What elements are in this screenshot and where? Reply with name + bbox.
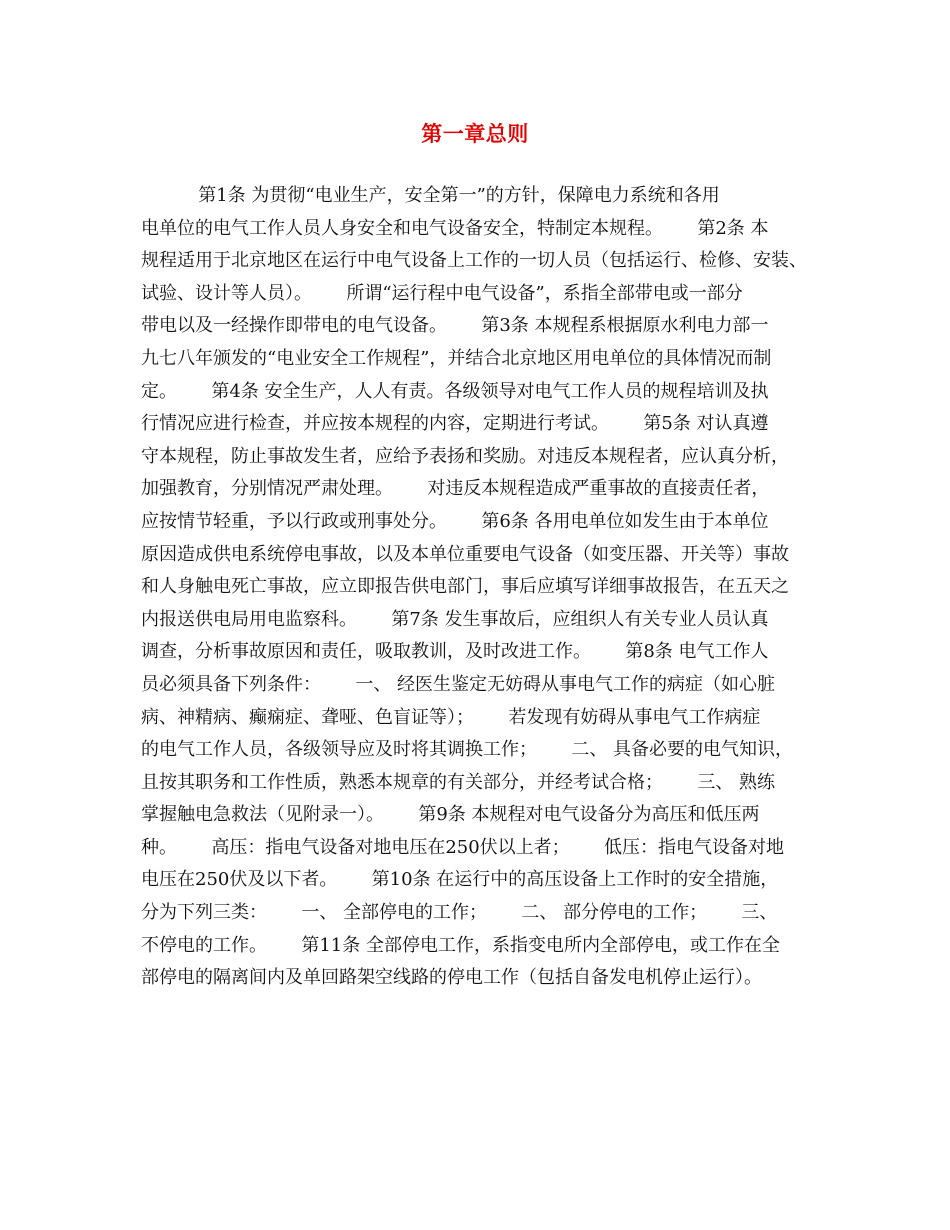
text-line: 掌握触电急救法（见附录一）。 第9条 本规程对电气设备分为高压和低压两: [141, 804, 760, 826]
text-line: 应按情节轻重，予以行政或刑事处分。 第6条 各用电单位如发生由于本单位: [141, 510, 769, 532]
text-line: 第1条 为贯彻“电业生产，安全第一”的方针，保障电力系统和各用: [141, 185, 720, 206]
body-text: [141, 180, 821, 995]
text-line: 员必须具备下列条件： 一、 经医生鉴定无妨碍从事电气工作的病症（如心脏: [141, 673, 776, 695]
text-line: 试验、设计等人员）。 所谓“运行程中电气设备”，系指全部带电或一部分: [141, 282, 743, 304]
text-line: 病、神精病、癫痫症、聋哑、色盲证等）； 若发现有妨碍从事电气工作病症: [141, 706, 761, 728]
text-line: 部停电的隔离间内及单回路架空线路的停电工作（包括自备发电机停止运行）。: [141, 967, 762, 989]
text-line: 电单位的电气工作人员人身安全和电气设备安全，特制定本规程。 第2条 本: [141, 217, 769, 239]
text-line: 守本规程，防止事故发生者，应给予表扬和奖励。对违反本规程者，应认真分析，: [141, 445, 789, 467]
page-title: 第一章总则: [421, 122, 529, 146]
text-line: 种。 高压：指电气设备对地电压在250伏以上者； 低压：指电气设备对地: [141, 836, 785, 858]
text-line: 的电气工作人员，各级领导应及时将其调换工作； 二、 具备必要的电气知识，: [141, 739, 794, 761]
text-line: 且按其职务和工作性质，熟悉本规章的有关部分，并经考试合格； 三、 熟练: [141, 771, 776, 793]
text-line: 分为下列三类： 一、 全部停电的工作； 二、 部分停电的工作； 三、: [141, 902, 778, 924]
text-line: 规程适用于北京地区在运行中电气设备上工作的一切人员（包括运行、检修、安装、: [141, 250, 807, 272]
text-line: 和人身触电死亡事故，应立即报告供电部门，事后应填写详细事故报告，在五天之: [141, 576, 789, 598]
text-line: 调查，分析事故原因和责任，吸取教训，及时改进工作。 第8条 电气工作人: [141, 641, 769, 663]
text-line: 定。 第4条 安全生产，人人有责。各级领导对电气工作人员的规程培训及执: [141, 380, 769, 402]
text-line: 九七八年颁发的“电业安全工作规程”，并结合北京地区用电单位的具体情况而制: [141, 347, 772, 369]
text-line: 电压在250伏及以下者。 第10条 在运行中的高压设备上工作时的安全措施，: [141, 869, 779, 891]
text-line: 加强教育，分别情况严肃处理。 对违反本规程造成严重事故的直接责任者，: [141, 478, 770, 500]
text-line: 带电以及一经操作即带电的电气设备。 第3条 本规程系根据原水利电力部一: [141, 315, 769, 337]
text-line: 内报送供电局用电监察科。 第7条 发生事故后，应组织人有关专业人员认真: [141, 608, 769, 630]
text-line: 原因造成供电系统停电事故，以及本单位重要电气设备（如变压器、开关等）事故: [141, 543, 789, 565]
text-line: 不停电的工作。 第11条 全部停电工作，系指变电所内全部停电，或工作在全: [141, 934, 780, 956]
text-line: 行情况应进行检查，并应按本规程的内容，定期进行考试。 第5条 对认真遵: [141, 413, 769, 435]
